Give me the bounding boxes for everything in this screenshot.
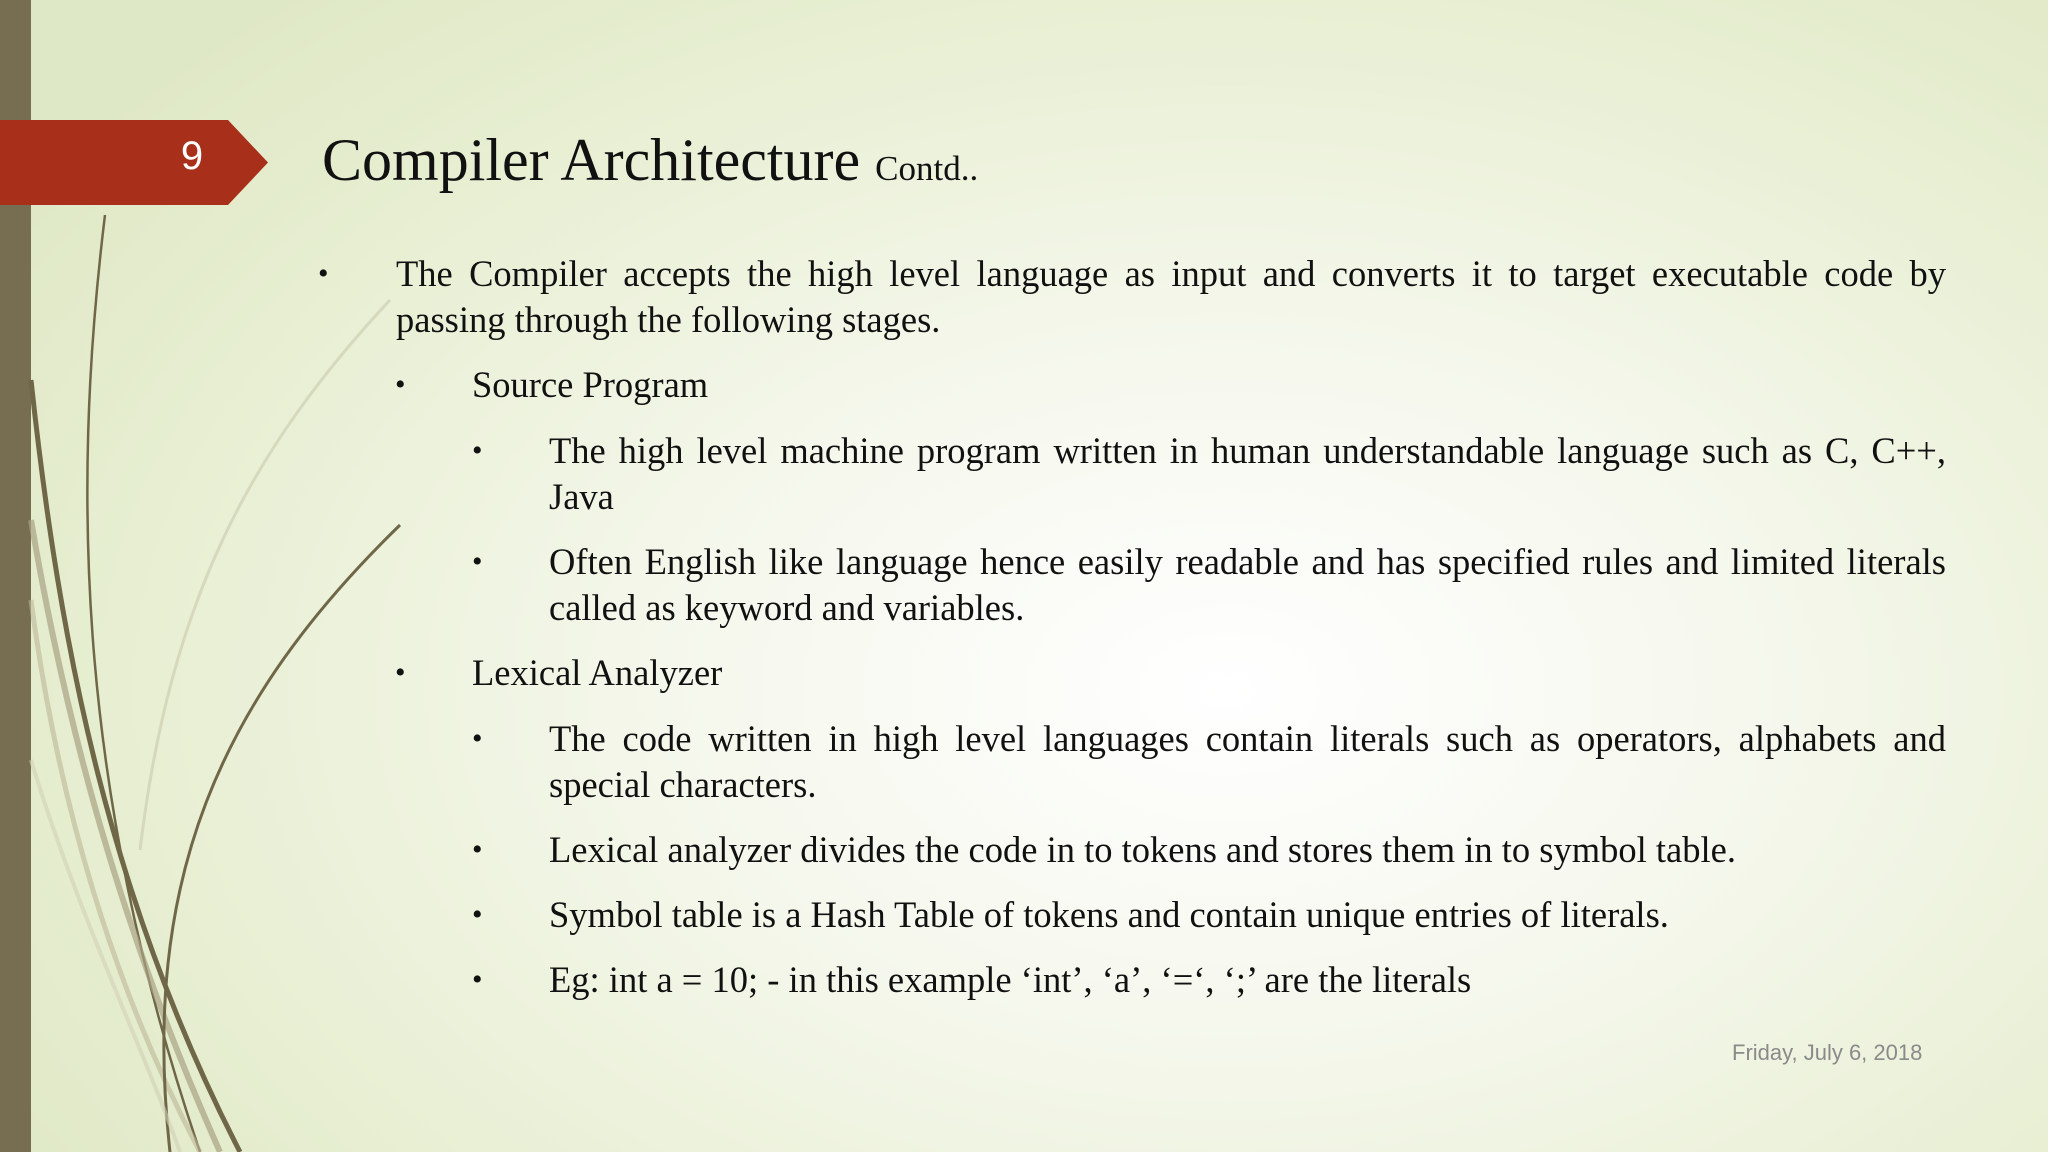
bullet-glyph: • <box>472 833 483 866</box>
bullet-text: Lexical Analyzer <box>472 652 723 693</box>
list-item <box>0 892 2048 938</box>
bullet-glyph: • <box>395 368 406 401</box>
bullet-glyph: • <box>472 545 483 578</box>
bullet-text: The Compiler accepts the high level language as input and converts it to target executable code by passing through the following stages. <box>396 253 1946 340</box>
bullet-text: Eg: int a = 10; - in this example ‘int’, ‘a’, ‘=‘, ‘;’ are the literals <box>549 959 1472 1000</box>
bullet-glyph: • <box>472 898 483 931</box>
bullet-text: Source Program <box>472 364 709 405</box>
bullet-glyph: • <box>472 434 483 467</box>
list-item <box>0 362 2048 408</box>
list-item <box>0 428 2048 520</box>
bullet-text: Often English like language hence easily readable and has specified rules and limited literals called as keyword and variables. <box>549 541 1946 628</box>
slide-title-suffix: Contd.. <box>875 149 979 188</box>
slide-title-main: Compiler Architecture <box>322 127 861 193</box>
list-item <box>0 957 2048 1003</box>
list-item <box>0 827 2048 873</box>
bullet-glyph: • <box>472 963 483 996</box>
slide-date: Friday, July 6, 2018 <box>1732 1040 1923 1065</box>
bullet-text: Lexical analyzer divides the code in to tokens and stores them in to symbol table. <box>549 829 1736 870</box>
slide-number: 9 <box>180 134 204 178</box>
bullet-text: The high level machine program written in human understandable language such as C, C++, Java <box>549 430 1946 517</box>
list-item <box>0 716 2048 808</box>
bullet-glyph: • <box>395 656 406 689</box>
bullet-text: Symbol table is a Hash Table of tokens and contain unique entries of literals. <box>549 894 1669 935</box>
bullet-text: The code written in high level languages contain literals such as operators, alphabets and special characters. <box>549 718 1946 805</box>
list-item <box>0 650 2048 696</box>
list-item <box>0 251 2048 343</box>
bullet-glyph: • <box>472 722 483 755</box>
bullet-glyph: • <box>318 257 329 290</box>
list-item <box>0 539 2048 631</box>
